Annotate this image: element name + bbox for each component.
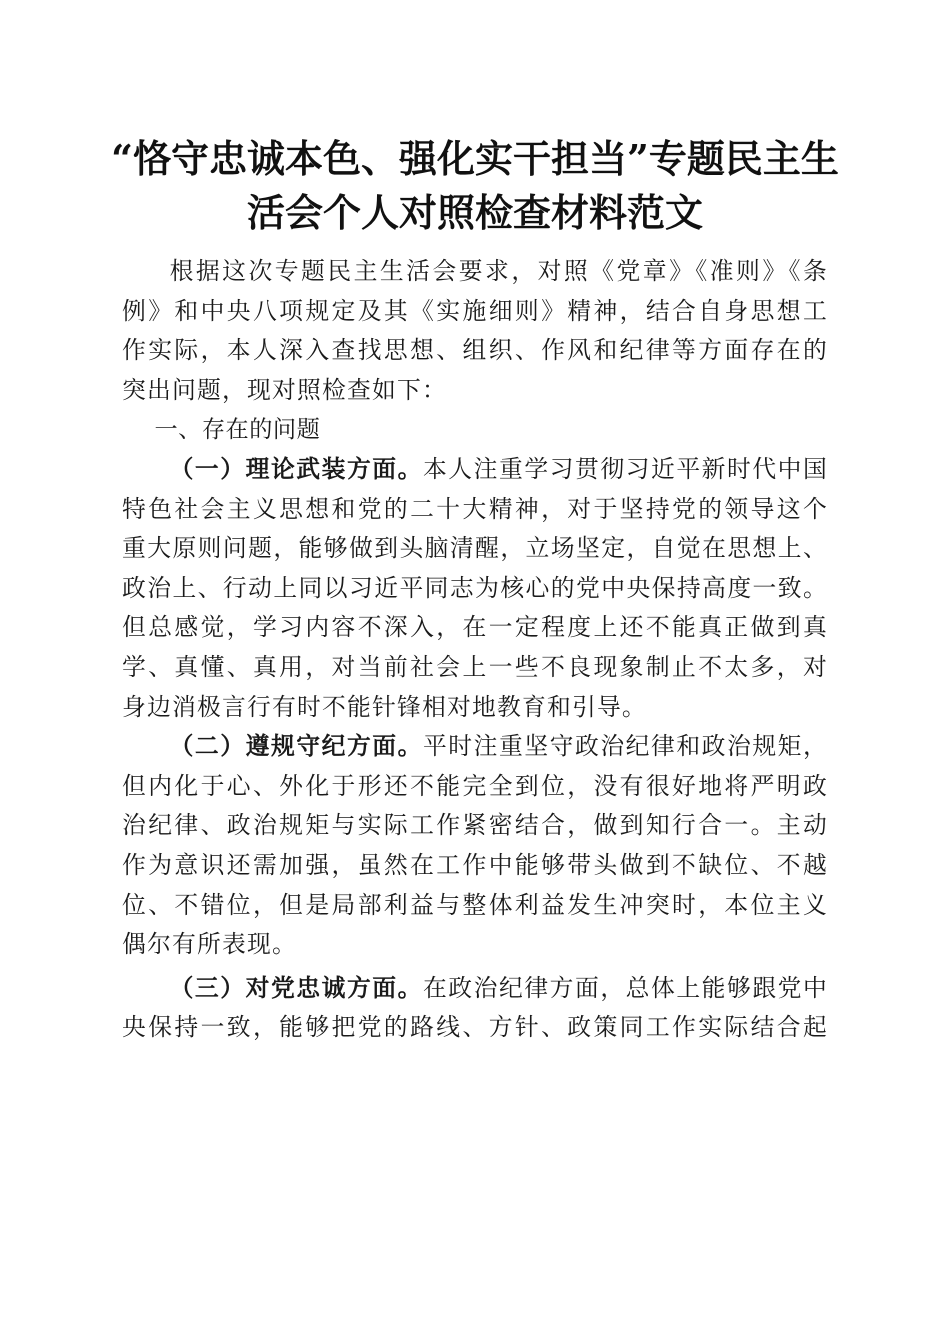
item1-line: 身边消极言行有时不能针锋相对地教育和引导。 <box>122 692 647 721</box>
item1-first-line <box>122 450 828 490</box>
item1-lead: （一）理论武装方面。 <box>169 454 423 483</box>
item3-line: 央保持一致，能够把党的路线、方针、政策同工作实际结合起 <box>122 1013 828 1042</box>
item2-line: 治纪律、政治规矩与实际工作紧密结合，做到知行合一。主动 <box>122 811 828 840</box>
item2-line: 位、不错位，但是局部利益与整体利益发生冲突时，本位主义 <box>122 890 828 919</box>
document-body <box>122 252 828 1048</box>
intro-line: 作实际，本人深入查找思想、组织、作风和纪律等方面存在的 <box>122 336 828 365</box>
item1-text: 本人注重学习贯彻习近平新时代中国 <box>422 454 829 483</box>
item3-first-line <box>122 969 828 1009</box>
item3-lead: （三）对党忠诚方面。 <box>169 973 423 1002</box>
item3-text: 在政治纪律方面，总体上能够跟党中 <box>422 973 829 1002</box>
item1-line: 但总感觉，学习内容不深入，在一定程度上还不能真正做到真 <box>122 613 828 642</box>
item-paragraph-2 <box>122 727 828 965</box>
item-paragraph-1 <box>122 450 828 727</box>
intro-line: 根据这次专题民主生活会要求，对照《党章》《准则》《条 <box>169 257 828 285</box>
document-title <box>100 132 850 240</box>
intro-line: 突出问题，现对照检查如下： <box>122 375 447 404</box>
item2-first-line <box>122 727 828 767</box>
item-paragraph-3 <box>122 969 828 1048</box>
item1-line: 特色社会主义思想和党的二十大精神，对于坚持党的领导这个 <box>122 494 828 523</box>
item2-text: 平时注重坚守政治纪律和政治规矩， <box>422 732 829 761</box>
item2-line: 作为意识还需加强，虽然在工作中能够带头做到不缺位、不越 <box>122 850 828 879</box>
item2-line: 偶尔有所表现。 <box>122 930 297 959</box>
intro-line: 例》和中央八项规定及其《实施细则》精神，结合自身思想工 <box>122 296 828 325</box>
title-line-2: 活会个人对照检查材料范文 <box>246 190 703 235</box>
item1-line: 重大原则问题，能够做到头脑清醒，立场坚定，自觉在思想上、 <box>122 534 828 563</box>
item2-line: 但内化于心、外化于形还不能完全到位，没有很好地将严明政 <box>122 771 828 800</box>
item2-lead: （二）遵规守纪方面。 <box>169 732 423 761</box>
intro-paragraph <box>122 252 828 410</box>
item1-line: 学、真懂、真用，对当前社会上一些不良现象制止不太多，对 <box>122 652 828 681</box>
title-line-1: “恪守忠诚本色、强化实干担当”专题民主生 <box>111 136 839 181</box>
section-heading: 一、存在的问题 <box>154 416 321 444</box>
item1-line: 政治上、行动上同以习近平同志为核心的党中央保持高度一致。 <box>122 573 828 602</box>
